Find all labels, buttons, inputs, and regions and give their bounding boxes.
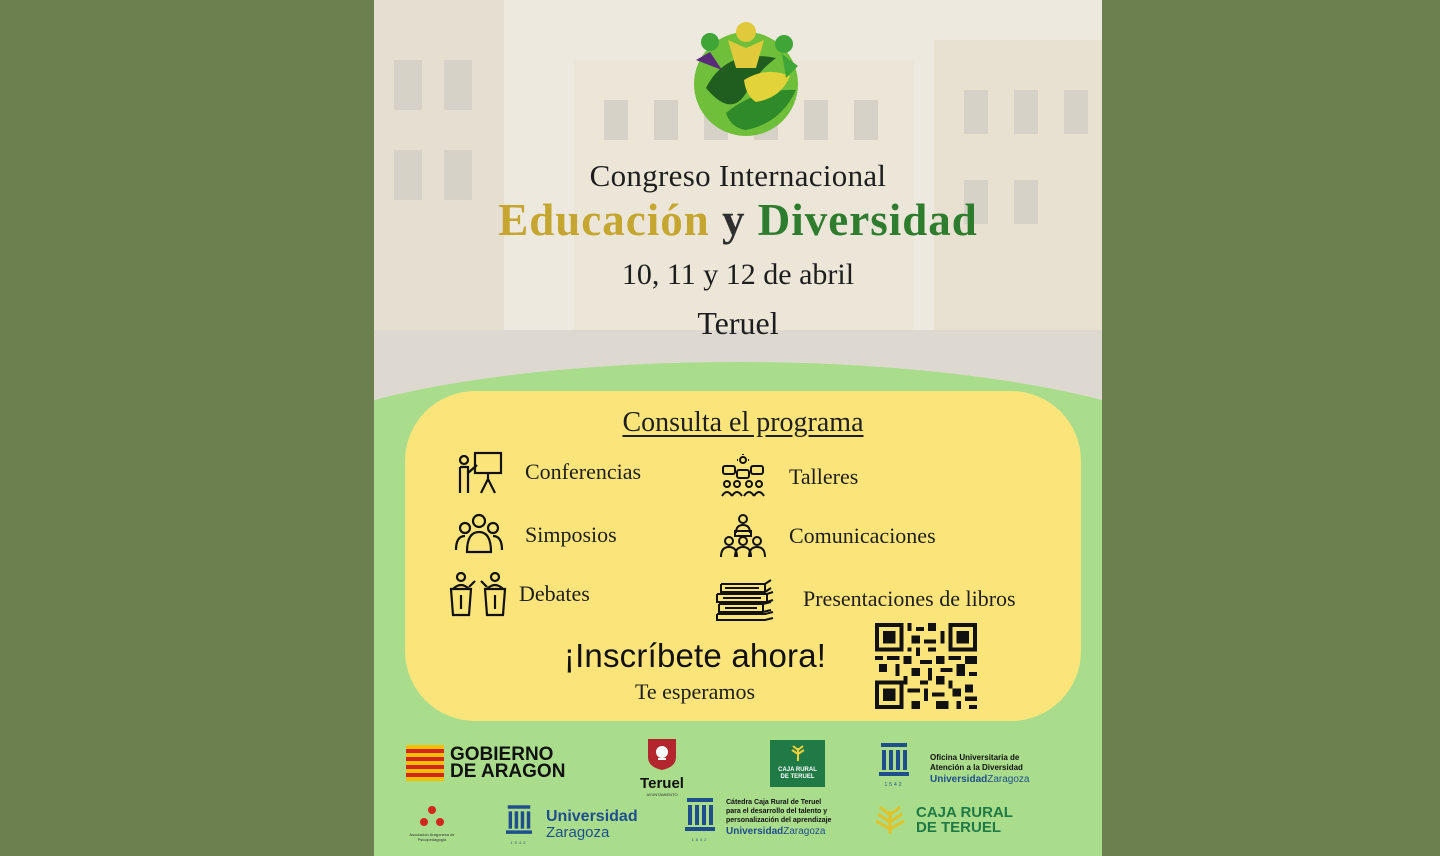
logo-catedra-caja-rural <box>684 798 831 842</box>
teruel-sub: AYUNTAMIENTO <box>646 792 678 797</box>
debate-podiums-icon <box>447 571 509 617</box>
oficina-line1: Oficina Universitaria de <box>930 753 1020 762</box>
unizar-line2: Zaragoza <box>546 824 610 841</box>
program-item-label: Conferencias <box>525 459 642 484</box>
wheat-icon <box>870 805 910 835</box>
program-item-label: Debates <box>519 581 590 606</box>
gobierno-line2: DE ARAGON <box>450 761 566 782</box>
congress-title <box>374 194 1102 246</box>
catedra-line3: personalización del aprendizaje <box>726 817 832 824</box>
catedra-city: Zaragoza <box>783 826 826 837</box>
unizar-year: 1542 <box>510 840 528 845</box>
logo-oficina-diversidad <box>878 743 1030 788</box>
register-subline: Te esperamos <box>634 679 756 704</box>
program-item-simposios <box>453 512 617 558</box>
cajarural-line2: DE TERUEL <box>916 819 1002 836</box>
poster <box>374 0 1102 856</box>
unizar-building-icon <box>685 798 715 832</box>
oficina-uni: Universidad <box>930 774 988 785</box>
program-item-presentaciones <box>715 576 1016 622</box>
oficina-year: 1542 <box>884 782 904 788</box>
logo-gobierno-aragon <box>406 745 565 781</box>
catedra-line1: Cátedra Caja Rural de Teruel <box>726 799 822 806</box>
qr-code[interactable] <box>874 623 978 709</box>
teruel-shield-icon <box>645 737 679 771</box>
caja-box-line2: DE TERUEL <box>780 774 815 780</box>
audience-speaker-icon <box>717 513 769 559</box>
catedra-line2: para el desarrollo del talento y <box>726 808 828 815</box>
logo-caja-rural-box <box>770 740 825 787</box>
asociacion-line2: Psicopedagogía <box>417 837 447 842</box>
people-group-icon <box>453 512 505 558</box>
program-item-conferencias <box>453 449 641 495</box>
logo-asociacion-psicopedagogia <box>404 805 460 842</box>
program-panel <box>405 391 1081 721</box>
teruel-name: Teruel <box>640 775 684 792</box>
program-item-label: Talleres <box>789 464 859 489</box>
program-heading[interactable]: Consulta el programa <box>622 407 864 438</box>
program-item-label: Presentaciones de libros <box>803 586 1016 611</box>
logo-universidad-zaragoza <box>505 805 638 845</box>
title-word-diversidad: Diversidad <box>757 195 978 245</box>
gobierno-line1: GOBIERNO <box>450 744 554 765</box>
logo-ayuntamiento-teruel <box>629 737 695 797</box>
three-dots-icon <box>420 805 444 827</box>
unizar-building-icon <box>506 805 532 835</box>
book-stack-icon <box>715 576 775 622</box>
title-word-y: y <box>722 195 746 245</box>
asociacion-line1: Asociación Aragonesa de <box>409 832 455 837</box>
oficina-city: Zaragoza <box>987 774 1030 785</box>
event-dates: 10, 11 y 12 de abril <box>621 258 855 291</box>
title-word-educacion: Educación <box>498 195 710 245</box>
presentation-board-icon <box>453 449 505 495</box>
workshop-group-icon <box>717 454 769 500</box>
congress-logo <box>686 18 806 140</box>
oficina-line2: Atención a la Diversidad <box>930 763 1023 772</box>
title-line-1: Congreso Internacional <box>589 158 887 193</box>
program-item-label: Comunicaciones <box>789 523 936 548</box>
program-item-talleres <box>717 454 858 500</box>
catedra-year: 1542 <box>691 837 709 842</box>
cajarural-line1: CAJA RURAL <box>916 804 1013 821</box>
catedra-uni: Universidad <box>726 826 784 837</box>
unizar-line1: Universidad <box>546 808 638 825</box>
program-item-debates <box>447 571 590 617</box>
event-city: Teruel <box>697 305 779 341</box>
caja-box-line1: CAJA RURAL <box>778 767 817 773</box>
unizar-building-icon <box>879 743 909 777</box>
program-item-comunicaciones <box>717 513 936 559</box>
aragon-flag-icon <box>406 745 444 781</box>
register-headline[interactable]: ¡Inscríbete ahora! <box>563 637 827 674</box>
logo-caja-rural-teruel <box>870 805 1013 835</box>
program-item-label: Simposios <box>525 522 617 547</box>
wheat-icon <box>787 744 809 762</box>
